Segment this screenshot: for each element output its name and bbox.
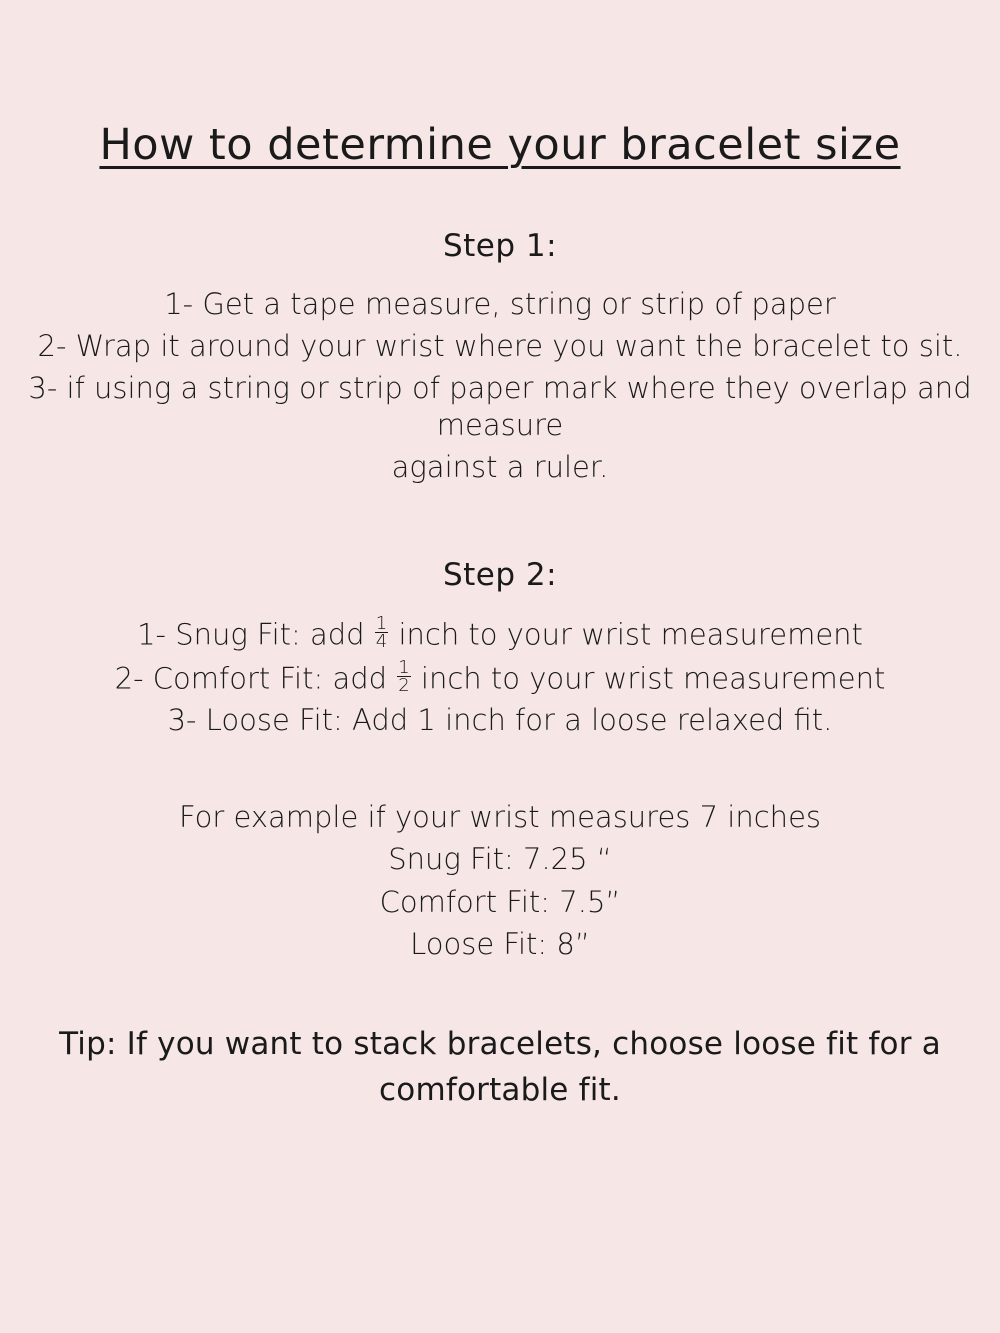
example-intro: For example if your wrist measures 7 inches <box>178 800 822 835</box>
step-2-line-loose: 3- Loose Fit: Add 1 inch for a loose relaxed fit. <box>167 703 833 738</box>
step-1-heading: Step 1: <box>442 227 558 264</box>
half-numerator: 1 <box>398 656 410 678</box>
step-2-section <box>20 557 980 739</box>
example-loose-fit: Loose Fit: 8” <box>410 926 590 961</box>
half-fraction <box>397 656 410 696</box>
quarter-fraction <box>375 613 388 653</box>
step-1-section <box>20 228 980 487</box>
quarter-numerator: 1 <box>375 613 388 635</box>
example-snug-fit: Snug Fit: 7.25 “ <box>388 842 612 877</box>
step-2-snug-suffix: inch to your wrist measurement <box>389 617 863 652</box>
step-2-heading: Step 2: <box>442 557 558 594</box>
step-1-line-2: 2- Wrap it around your wrist where you want the bracelet to sit. <box>37 328 963 363</box>
step-2-snug-prefix: 1- Snug Fit: add <box>137 617 374 652</box>
example-section <box>20 798 980 964</box>
page-title: How to determine your bracelet size <box>99 120 901 170</box>
spacer-example-tip <box>20 967 980 1021</box>
tip-text: Tip: If you want to stack bracelets, choose loose fit for a comfortable fit. <box>59 1025 941 1109</box>
spacer-step2-example <box>20 744 980 798</box>
spacer-step1-step2 <box>20 491 980 557</box>
half-denominator: 2 <box>398 674 410 696</box>
example-comfort-fit: Comfort Fit: 7.5” <box>379 884 621 919</box>
quarter-denominator: 4 <box>375 631 388 653</box>
step-2-comfort-prefix: 2- Comfort Fit: add <box>114 661 397 696</box>
step-1-line-3: 3- if using a string or strip of paper mark where they overlap and measure <box>28 370 972 442</box>
step-1-line-1: 1- Get a tape measure, string or strip of paper <box>164 286 836 321</box>
step-1-line-4: against a ruler. <box>391 450 609 485</box>
step-2-line-comfort <box>20 656 980 698</box>
step-2-line-snug <box>20 615 980 654</box>
step-2-comfort-suffix: inch to your wrist measurement <box>411 661 886 696</box>
